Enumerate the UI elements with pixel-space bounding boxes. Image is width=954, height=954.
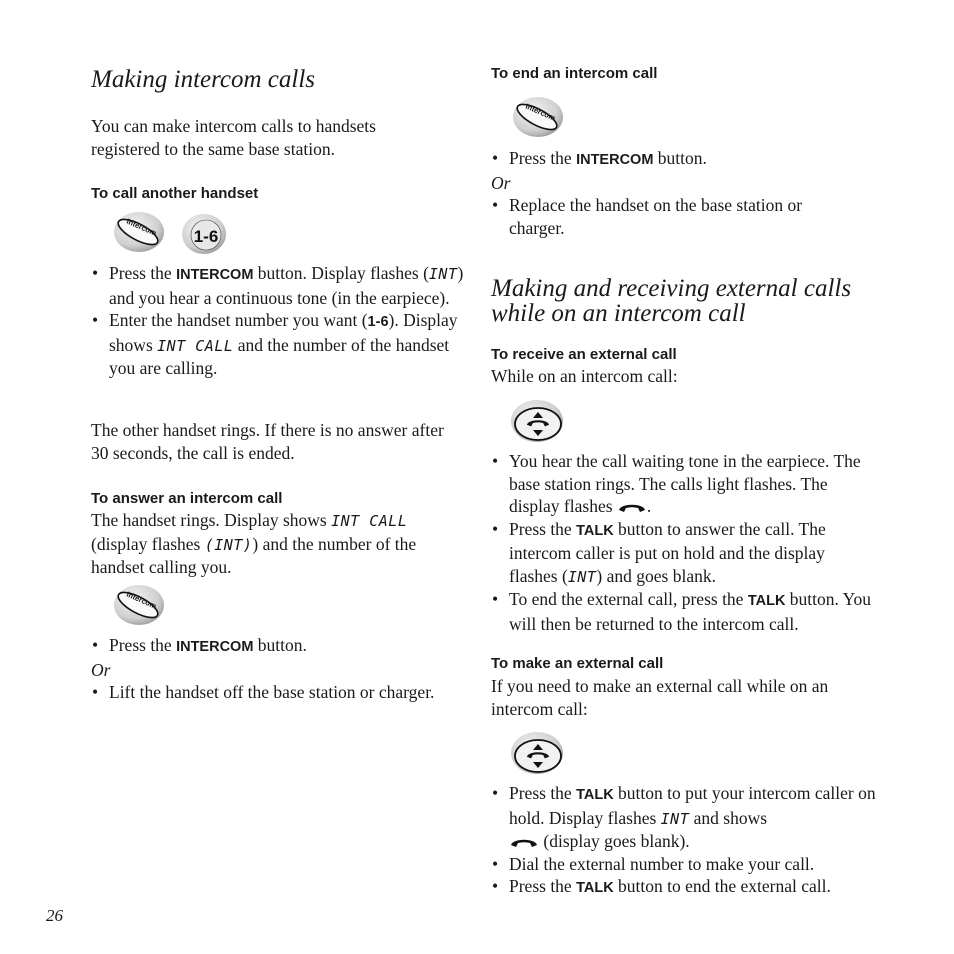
intercom-icon-label: Intercom [125, 589, 158, 611]
intercom-button-icon [111, 209, 167, 255]
bullet-call-waiting-tone: • You hear the call waiting tone in the earpiece. The base station rings. The calls light flashes. The display flashes . [491, 450, 876, 518]
subheading-call-handset: To call another handset [91, 185, 259, 202]
bullet-end-external-call: • To end the external call, press the TALK button. You will then be returned to the intercom call. [491, 588, 876, 635]
bullet-press-talk-end: • Press the TALK button to end the external call. [491, 875, 876, 900]
handset-icon [509, 836, 539, 850]
subheading-end-intercom: To end an intercom call [491, 65, 658, 82]
subheading-receive-external: To receive an external call [491, 346, 677, 363]
subheading-make-external: To make an external call [491, 655, 664, 672]
or-label: Or [491, 172, 511, 193]
other-handset-rings-paragraph: The other handset rings. If there is no answer after 30 seconds, the call is ended. [91, 420, 444, 463]
make-intro: If you need to make an external call while on an intercom call: [491, 676, 829, 719]
keypad-1-6-icon [179, 210, 227, 256]
answer-paragraph: The handset rings. Display shows INT CALL (display flashes (INT)) and the number of the handset calling you. [91, 510, 417, 577]
intercom-button-icon [111, 582, 167, 628]
page-number: 26 [46, 906, 63, 925]
bullet-replace-handset: • Replace the handset on the base station or charger. [491, 194, 849, 239]
bullet-press-intercom: • Press the INTERCOM button. [491, 147, 876, 172]
intercom-button-icon [510, 94, 566, 140]
heading-making-intercom-calls: Making intercom calls [91, 66, 316, 93]
talk-button-icon [510, 730, 566, 776]
subheading-answer-intercom: To answer an intercom call [91, 490, 283, 507]
bullet-press-intercom-display-flashes: • Press the INTERCOM button. Display flashes (INT) and you hear a continuous tone (in the earpiece). [91, 262, 466, 309]
range-icon-label: 1-6 [193, 227, 219, 246]
bullet-press-talk-hold: • Press the TALK button to put your intercom caller on hold. Display flashes INT and shows (display goes blank). [491, 782, 876, 853]
bullet-press-talk-answer: • Press the TALK button to answer the call. The intercom caller is put on hold and the display flashes (INT) and goes blank. [491, 518, 876, 589]
bullet-lift-handset: • Lift the handset off the base station or charger. [91, 681, 466, 704]
handset-icon [617, 501, 647, 515]
intercom-icon-label: Intercom [125, 216, 158, 238]
heading-external-calls: Making and receiving external calls while on an intercom call [491, 275, 852, 327]
intercom-icon-label: Intercom [524, 101, 557, 123]
bullet-dial-external: • Dial the external number to make your call. [491, 853, 876, 876]
or-label: Or [91, 659, 111, 680]
intro-paragraph: You can make intercom calls to handsets registered to the same base station. [91, 116, 376, 159]
bullet-enter-handset-number: • Enter the handset number you want (1-6). Display shows INT CALL and the number of the handset you are calling. [91, 309, 466, 380]
receive-intro: While on an intercom call: [491, 366, 678, 386]
bullet-press-intercom: • Press the INTERCOM button. [91, 634, 466, 659]
talk-button-icon [510, 398, 566, 444]
